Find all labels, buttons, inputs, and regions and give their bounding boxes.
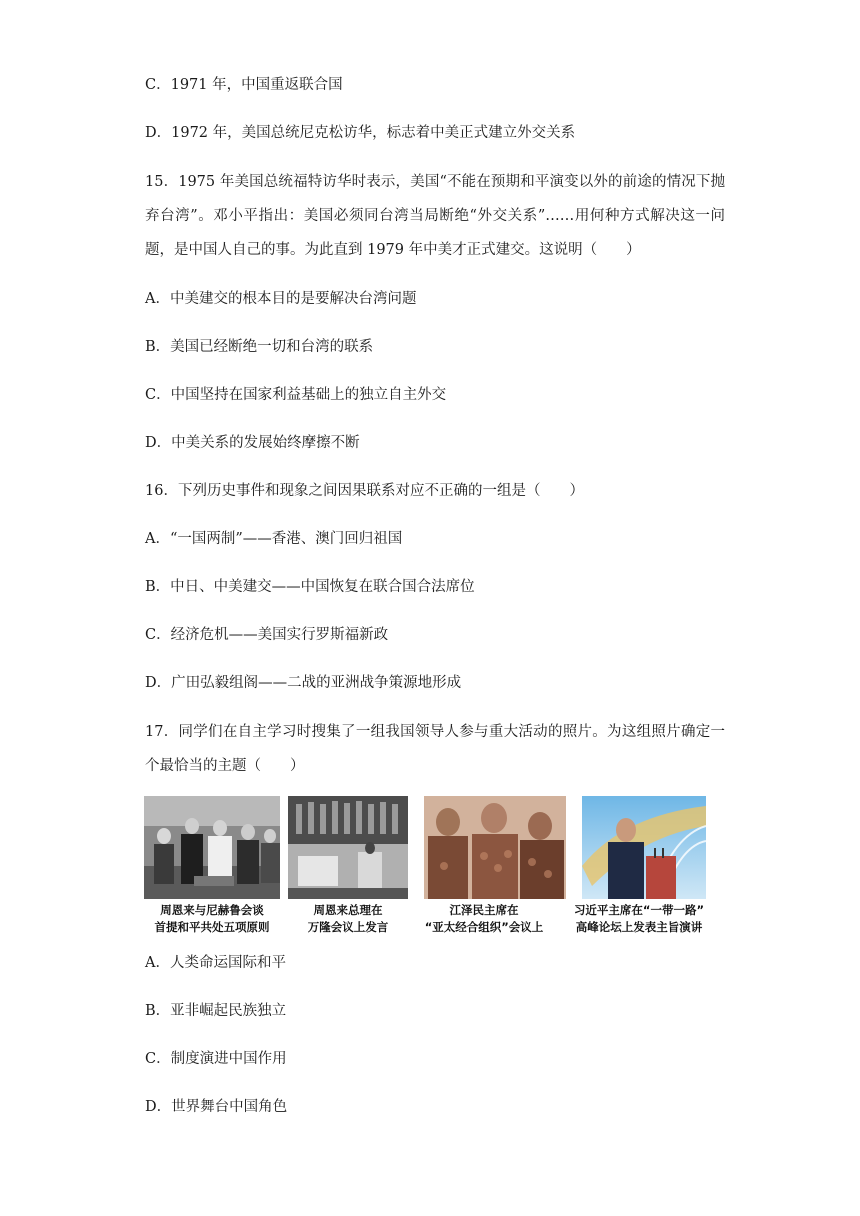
photo-caption: 周恩来与尼赫鲁会谈 首提和平共处五项原则 <box>154 903 270 934</box>
q17-option-d: D．世界舞台中国角色 <box>145 1099 288 1115</box>
q16-option-d: D．广田弘毅组阁——二战的亚洲战争策源地形成 <box>145 675 462 691</box>
q16-option-a: A．“一国两制”——香港、澳门回归祖国 <box>145 531 403 547</box>
photo-apec-meeting <box>424 796 566 899</box>
photo-zhou-nehru <box>144 796 280 899</box>
q14-option-d: D．1972 年，美国总统尼克松访华，标志着中美正式建立外交关系 <box>145 125 576 141</box>
q17-stem: 17．同学们在自主学习时搜集了一组我国领导人参与重大活动的照片。为这组照片确定一个最恰当的主题（ ） <box>145 724 725 774</box>
q15-option-d: D．中美关系的发展始终摩擦不断 <box>145 435 360 451</box>
q17-option-c: C．制度演进中国作用 <box>145 1051 287 1067</box>
photo-belt-road-forum <box>582 796 706 899</box>
q15-option-a: A．中美建交的根本目的是要解决台湾问题 <box>145 291 417 307</box>
q16-option-c: C．经济危机——美国实行罗斯福新政 <box>145 627 389 643</box>
photo-bandung-conference <box>288 796 408 899</box>
q16-option-b: B．中日、中美建交——中国恢复在联合国合法席位 <box>145 579 475 595</box>
q15-option-c: C．中国坚持在国家利益基础上的独立自主外交 <box>145 387 447 403</box>
q16-stem: 16．下列历史事件和现象之间因果联系对应不正确的一组是（ ） <box>145 483 584 499</box>
q17-option-b: B．亚非崛起民族独立 <box>145 1003 287 1019</box>
q17-option-a: A．人类命运国际和平 <box>145 955 286 971</box>
q15-stem: 15．1975 年美国总统福特访华时表示，美国“不能在预期和平演变以外的前途的情况下抛弃台湾”。邓小平指出：美国必须同台湾当局断绝“外交关系”……用何种方式解决这一问题，是中国人自己的事。为此直到 1979 年中美才正式建交。这说明（ ） <box>145 174 725 258</box>
q14-option-c: C．1971 年，中国重返联合国 <box>145 77 343 93</box>
q15-option-b: B．美国已经断绝一切和台湾的联系 <box>145 339 374 355</box>
photo-caption: 周恩来总理在 万隆会议上发言 <box>307 903 389 934</box>
photo-caption: 习近平主席在“一带一路” 高峰论坛上发表主旨演讲 <box>573 903 705 934</box>
photo-caption: 江泽民主席在 “亚太经合组织”会议上 <box>424 903 544 934</box>
